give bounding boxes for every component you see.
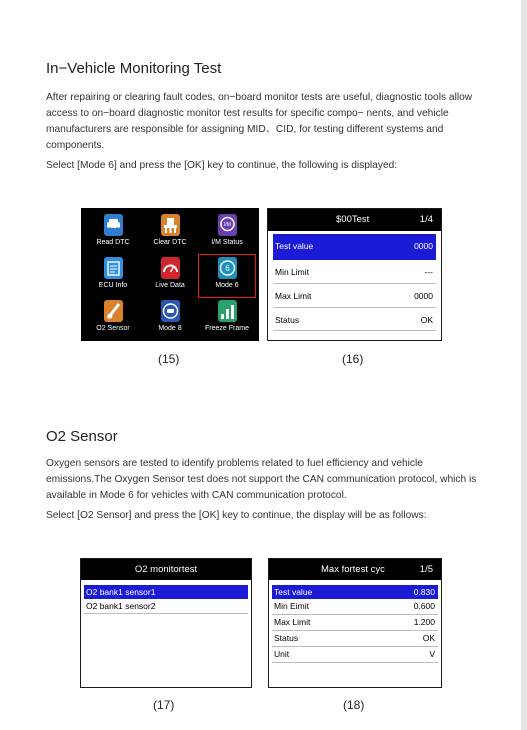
car-scan-icon (104, 214, 123, 236)
tile-live-data[interactable] (142, 255, 198, 297)
caption-16: (16) (342, 352, 364, 366)
screen-title: $00Test (336, 214, 370, 225)
row-value: OK (422, 633, 435, 643)
row-label: Max Limit (274, 617, 311, 627)
tile-label: Live Data (155, 282, 185, 289)
caption-17: (17) (153, 698, 175, 712)
freeze-frame-icon (218, 300, 237, 322)
tile-o2-sensor[interactable] (85, 298, 141, 340)
screen-title-bar (81, 559, 251, 580)
im-status-icon (218, 214, 237, 236)
row-test-value[interactable] (273, 234, 436, 260)
tile-label: Mode 8 (158, 325, 182, 332)
row-max-limit[interactable] (273, 284, 436, 308)
tile-label: Clear DTC (153, 239, 187, 246)
row-value: V (429, 649, 435, 659)
row-value: 0000 (414, 241, 433, 251)
section-title-monitoring: In−Vehicle Monitoring Test (46, 60, 222, 77)
tile-label: ECU Info (98, 282, 128, 289)
row-min-limit[interactable] (273, 260, 436, 284)
row-label: Test value (274, 587, 313, 597)
mode-menu-screen (81, 208, 259, 341)
screen-title-bar (269, 559, 441, 580)
page-edge (521, 0, 527, 730)
paragraph-select-o2: Select [O2 Sensor] and press the [OK] key to continue, the display will be as follows: (46, 510, 427, 521)
row-label: Unit (274, 649, 290, 659)
row-status[interactable] (272, 631, 438, 647)
section-title-o2-sensor: O2 Sensor (46, 428, 118, 445)
eraser-icon (161, 214, 180, 236)
caption-15: (15) (158, 352, 180, 366)
row-value: 0.600 (413, 601, 435, 611)
row-label: Max Limit (275, 291, 312, 301)
list-item-sensor2[interactable] (84, 599, 248, 614)
tile-mode-8[interactable] (142, 298, 198, 340)
tile-mode-6[interactable] (199, 255, 255, 297)
gauge-icon (161, 257, 180, 279)
tile-label: Read DTC (96, 239, 130, 246)
row-test-value[interactable] (272, 585, 438, 599)
tile-ecu-info[interactable] (85, 255, 141, 297)
tile-label: Freeze Frame (205, 325, 249, 332)
paragraph-o2-intro: Oxygen sensors are tested to identify problems related to fuel efficiency and vehicle emissions.The Oxygen Sensor test does not support the CAN communication protocol, which is available in Mode 6 for vehicles with CAN communication protocol. (46, 458, 477, 501)
row-label: Min Eimit (274, 601, 309, 611)
tile-read-dtc[interactable] (85, 212, 141, 254)
caption-18: (18) (343, 698, 365, 712)
tile-label: I/M Status (211, 239, 243, 246)
tile-clear-dtc[interactable] (142, 212, 198, 254)
screen-title-bar (268, 209, 441, 231)
tile-freeze-frame[interactable] (199, 298, 255, 340)
page-indicator: 1/4 (419, 214, 433, 225)
row-min-limit[interactable] (272, 599, 438, 615)
row-max-limit[interactable] (272, 615, 438, 631)
page-indicator: 1/5 (419, 564, 433, 575)
svg-text:6: 6 (225, 264, 230, 273)
paragraph-select-mode6: Select [Mode 6] and press the [OK] key to continue, the following is displayed: (46, 160, 398, 171)
screen-00test (267, 208, 442, 341)
mode8-icon (161, 300, 180, 322)
list-item-label: O2 bank1 sensor2 (86, 601, 156, 611)
row-unit[interactable] (272, 647, 438, 663)
screen-o2-monitor-test (80, 558, 252, 688)
row-value: --- (424, 267, 433, 277)
row-value: OK (420, 315, 433, 325)
tile-im-status[interactable] (199, 212, 255, 254)
tile-label: O2 Sensor (96, 325, 130, 332)
screen-title: O2 monitortest (134, 564, 198, 575)
ecu-info-icon (104, 257, 123, 279)
tile-label: Mode 6 (215, 282, 239, 289)
mode6-icon (218, 257, 237, 279)
row-status[interactable] (273, 308, 436, 331)
screen-max-fortest (268, 558, 442, 688)
screen-title: Max fortest cyc (321, 564, 385, 575)
row-label: Status (275, 315, 300, 325)
list-item-sensor1[interactable] (84, 585, 248, 599)
o2-sensor-icon (104, 300, 123, 322)
row-value: 0.830 (413, 587, 435, 597)
row-label: Status (274, 633, 299, 643)
paragraph-monitoring-intro: After repairing or clearing fault codes, on−board monitor tests are useful, diagnostic tools allow access to on−board diagnostic monitor test results for specific compo− nents, and vehicle manufacturers are responsible for assigning MID、CID, for testing different systems and components. (46, 92, 473, 151)
row-label: Test value (275, 241, 314, 251)
row-label: Min Limit (275, 267, 310, 277)
list-item-label: O2 bank1 sensor1 (86, 587, 156, 597)
svg-text:I/M: I/M (224, 222, 231, 228)
row-value: 0000 (414, 291, 433, 301)
row-value: 1.200 (413, 617, 435, 627)
